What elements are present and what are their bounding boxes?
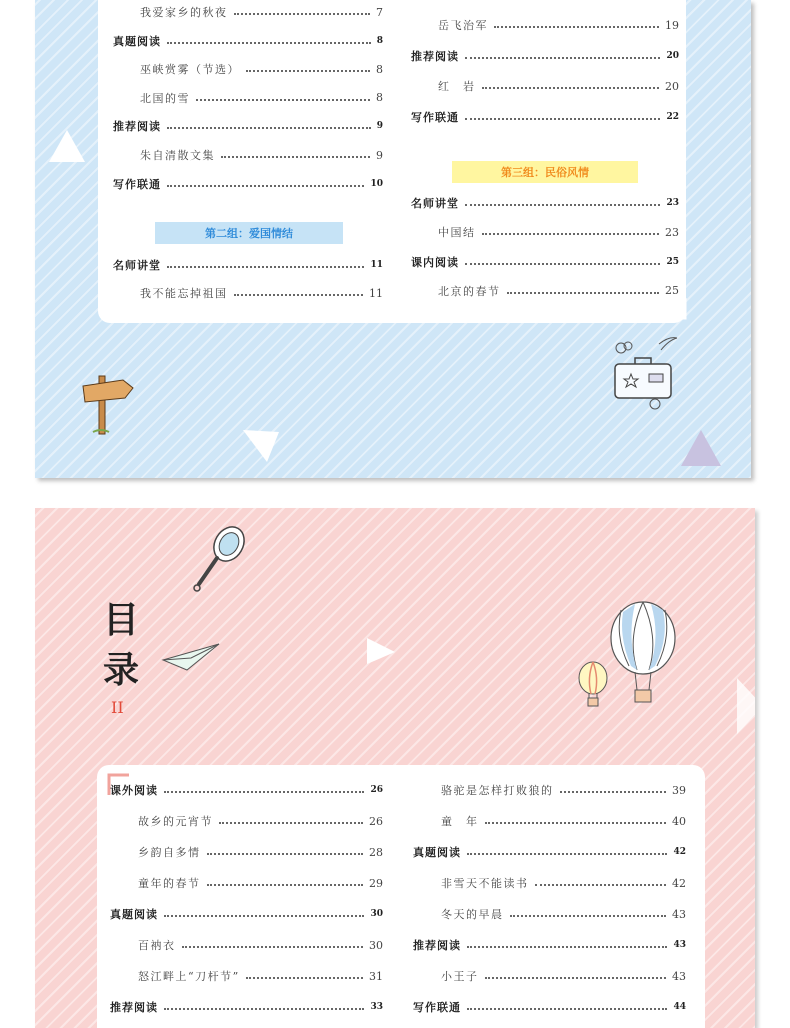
toc-entry-title: 真题阅读 — [113, 34, 161, 48]
dot-leader — [494, 26, 659, 28]
toc-page-number: 26 — [369, 814, 383, 828]
toc-entry-title: 怒江畔上“刀杆节” — [138, 970, 240, 983]
toc-page-number: 42 — [672, 876, 686, 890]
dot-leader — [510, 915, 667, 917]
toc-entry[interactable] — [140, 59, 383, 79]
toc-entry[interactable] — [140, 2, 383, 22]
toc-entry-title: 百衲衣 — [138, 939, 176, 952]
toc-entry-title: 真题阅读 — [110, 908, 158, 921]
toc-entry[interactable] — [140, 283, 383, 303]
dot-leader — [167, 42, 371, 44]
dot-leader — [234, 13, 371, 15]
toc-section-heading[interactable] — [113, 116, 383, 136]
dot-leader — [465, 204, 660, 206]
toc-page-number: 26 — [370, 785, 383, 795]
dot-leader — [164, 791, 364, 793]
paper-plane-icon — [161, 640, 221, 674]
toc-page-number: 30 — [369, 938, 383, 952]
toc-entry-title: 课外阅读 — [110, 784, 158, 797]
toc-entry-title: 写作联通 — [113, 177, 161, 191]
toc-entry[interactable] — [138, 842, 383, 862]
toc-page-number: 9 — [376, 121, 383, 132]
toc-page-number: 23 — [665, 225, 679, 239]
toc-section-heading[interactable] — [411, 107, 679, 127]
dot-leader — [246, 977, 363, 979]
group-2-banner: 第二组：爱国情结 — [155, 222, 343, 244]
toc-entry[interactable] — [138, 811, 383, 831]
signpost-icon — [79, 366, 137, 436]
toc-entry-title: 乡韵自多情 — [138, 846, 201, 859]
toc-entry-title: 中国结 — [438, 226, 476, 240]
toc-page-number: 11 — [370, 260, 383, 270]
purple-triangle-icon — [679, 428, 723, 468]
toc-page-number: 10 — [370, 178, 383, 189]
toc-entry-title: 非雪天不能读书 — [441, 877, 529, 890]
toc-section-heading[interactable] — [411, 252, 679, 272]
toc-section-heading[interactable] — [413, 997, 686, 1017]
dot-leader — [221, 156, 370, 158]
dot-leader — [164, 915, 364, 917]
toc-card-bottom — [97, 765, 705, 1028]
dot-leader — [467, 946, 667, 948]
dot-leader — [196, 99, 370, 101]
white-triangle-icon — [47, 128, 87, 164]
toc-entry-title: 童年的春节 — [138, 877, 201, 890]
toc-entry-title: 冬天的早晨 — [441, 908, 504, 921]
dot-leader — [182, 946, 364, 948]
toc-entry-title: 名师讲堂 — [113, 259, 161, 272]
toc-page-number: 20 — [665, 79, 679, 93]
toc-entry[interactable] — [140, 145, 383, 165]
dot-leader — [234, 294, 364, 296]
dot-leader — [465, 118, 660, 120]
toc-entry-title: 我爱家乡的秋夜 — [140, 6, 228, 19]
dot-leader — [467, 1008, 667, 1010]
toc-entry-title: 巫峡赏雾（节选） — [140, 63, 240, 77]
toc-page-number: 43 — [673, 940, 686, 950]
toc-entry-title: 故乡的元宵节 — [138, 815, 213, 828]
corner-bracket-icon — [665, 298, 687, 320]
toc-page-number: 30 — [370, 909, 383, 919]
toc-entry[interactable] — [438, 222, 679, 242]
suitcase-icon — [609, 334, 681, 414]
toc-entry[interactable] — [138, 873, 383, 893]
toc-entry-title: 我不能忘掉祖国 — [140, 287, 228, 300]
dot-leader — [465, 263, 660, 265]
dot-leader — [167, 266, 364, 268]
toc-entry[interactable] — [441, 966, 686, 986]
toc-page-number: 39 — [672, 783, 686, 797]
toc-page-number: 25 — [665, 284, 679, 298]
dot-leader — [164, 1008, 364, 1010]
dot-leader — [207, 884, 364, 886]
toc-page-number: 22 — [666, 111, 679, 122]
toc-section-heading[interactable] — [413, 935, 686, 955]
toc-page-number: 9 — [376, 148, 383, 162]
toc-title-line2: 录 — [103, 649, 140, 691]
toc-entry[interactable] — [441, 780, 686, 800]
toc-page-number: 25 — [666, 256, 679, 267]
toc-section-heading[interactable] — [113, 174, 383, 194]
toc-entry-title: 推荐阅读 — [413, 939, 461, 952]
toc-entry[interactable] — [438, 15, 679, 35]
toc-page-number: 42 — [673, 847, 686, 857]
toc-entry[interactable] — [140, 88, 383, 108]
toc-entry-title: 写作联通 — [413, 1001, 461, 1014]
toc-entry-title: 推荐阅读 — [110, 1001, 158, 1014]
toc-section-heading[interactable] — [113, 31, 383, 51]
toc-entry[interactable] — [138, 966, 383, 986]
dot-leader — [207, 853, 364, 855]
toc-page-number: 19 — [665, 18, 679, 32]
toc-page-number: 33 — [370, 1002, 383, 1012]
toc-page-number: 8 — [376, 91, 383, 105]
toc-section-heading[interactable] — [110, 780, 383, 800]
toc-entry-title: 红 岩 — [438, 80, 476, 93]
white-triangle-icon — [241, 428, 281, 464]
dot-leader — [560, 791, 667, 793]
dot-leader — [507, 292, 660, 294]
white-triangle-icon — [363, 636, 397, 666]
toc-entry-title: 小王子 — [441, 970, 479, 983]
toc-entry-title: 推荐阅读 — [411, 49, 459, 63]
toc-entry-title: 岳飞治军 — [438, 19, 488, 32]
toc-entry[interactable] — [438, 281, 679, 301]
toc-entry-title: 推荐阅读 — [113, 120, 161, 134]
toc-page-number: 11 — [369, 286, 383, 300]
page-volume-number: II — [111, 698, 124, 717]
toc-section-heading[interactable] — [113, 255, 383, 275]
toc-entry[interactable] — [441, 811, 686, 831]
toc-page-number: 8 — [376, 35, 383, 46]
dot-leader — [167, 185, 364, 187]
toc-page-number: 20 — [666, 50, 679, 61]
dot-leader — [167, 127, 371, 129]
toc-title-line1: 目 — [103, 599, 140, 641]
dot-leader — [465, 57, 660, 59]
toc-page-number: 31 — [369, 969, 383, 983]
toc-page-number: 8 — [376, 62, 383, 76]
dot-leader — [219, 822, 363, 824]
dot-leader — [246, 70, 370, 72]
toc-entry-title: 北京的春节 — [438, 284, 501, 298]
dot-leader — [485, 822, 667, 824]
toc-entry-title: 真题阅读 — [413, 846, 461, 859]
dot-leader — [535, 884, 667, 886]
hot-air-balloon-icon — [575, 598, 685, 718]
dot-leader — [485, 977, 667, 979]
toc-section-heading[interactable] — [110, 997, 383, 1017]
dot-leader — [482, 233, 660, 235]
toc-section-heading[interactable] — [413, 842, 686, 862]
toc-page-number: 43 — [672, 907, 686, 921]
toc-page-number: 7 — [376, 5, 383, 19]
toc-entry[interactable] — [138, 935, 383, 955]
toc-entry[interactable] — [438, 76, 679, 96]
hand-mirror-icon — [191, 522, 251, 596]
toc-entry-title: 写作联通 — [411, 110, 459, 124]
dot-leader — [467, 853, 667, 855]
toc-entry[interactable] — [441, 873, 686, 893]
toc-entry-title: 童 年 — [441, 815, 479, 828]
toc-page-number: 44 — [673, 1002, 686, 1012]
dot-leader — [482, 87, 660, 89]
toc-page-number: 29 — [369, 876, 383, 890]
toc-page-number: 43 — [672, 969, 686, 983]
toc-entry-title: 名师讲堂 — [411, 197, 459, 210]
toc-section-heading[interactable] — [411, 46, 679, 66]
toc-page-number: 28 — [369, 845, 383, 859]
group-3-banner: 第三组：民俗风情 — [452, 161, 638, 183]
toc-entry-title: 北国的雪 — [140, 91, 190, 105]
toc-entry-title: 课内阅读 — [411, 255, 459, 269]
toc-page-number: 40 — [672, 814, 686, 828]
toc-entry[interactable] — [441, 904, 686, 924]
toc-section-heading[interactable] — [411, 193, 679, 213]
toc-entry-title: 朱自清散文集 — [140, 149, 215, 162]
toc-section-heading[interactable] — [110, 904, 383, 924]
white-triangle-icon — [733, 676, 755, 736]
toc-entry-title: 骆驼是怎样打败狼的 — [441, 784, 554, 797]
toc-page-number: 23 — [666, 198, 679, 208]
